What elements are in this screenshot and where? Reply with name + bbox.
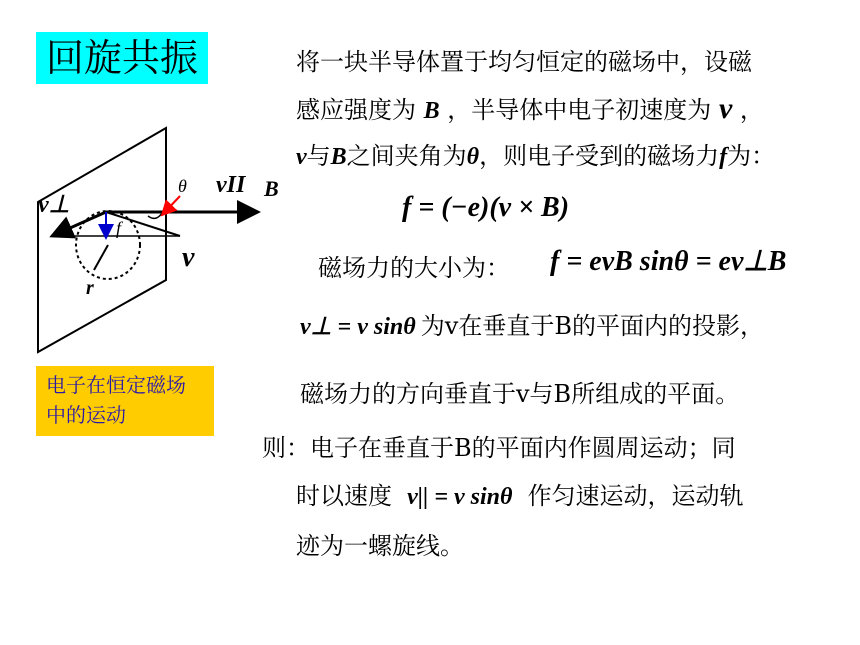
force-formula: f = (−e)(v × B) bbox=[402, 192, 570, 223]
conclusion-line3: 迹为一螺旋线。 bbox=[296, 532, 464, 560]
b-label: B bbox=[264, 176, 279, 201]
plane-shape bbox=[38, 128, 166, 352]
caption-box: 电子在恒定磁场中的运动 bbox=[36, 366, 214, 436]
intro-line1: 将一块半导体置于均匀恒定的磁场中，设磁 bbox=[296, 48, 752, 76]
v-label: v bbox=[182, 242, 195, 273]
radius-line bbox=[94, 245, 108, 270]
projection-line: v⊥ = v sinθ 为v在垂直于B的平面内的投影， bbox=[300, 312, 764, 340]
magnitude-formula: f = evB sinθ = ev⊥B bbox=[550, 246, 787, 277]
conclusion-line2: 时以速度 v|| = v sinθ 作匀速运动，运动轨 bbox=[296, 482, 744, 510]
helical-motion-diagram bbox=[30, 120, 290, 360]
theta-label: θ bbox=[178, 176, 187, 196]
conclusion-line1: 则：电子在垂直于B的平面内作圆周运动；同 bbox=[262, 434, 736, 462]
page-title: 回旋共振 bbox=[36, 32, 208, 84]
v-perp-label: v⊥ bbox=[38, 192, 70, 218]
f-label: f bbox=[116, 218, 122, 238]
v-par-label: vII bbox=[216, 172, 246, 198]
direction-text: 磁场力的方向垂直于v与B所组成的平面。 bbox=[300, 380, 740, 408]
intro-line3: v与B之间夹角为θ，则电子受到的磁场力f为： bbox=[296, 142, 776, 170]
angle-arc bbox=[148, 213, 162, 218]
magnitude-label: 磁场力的大小为： bbox=[318, 254, 510, 282]
intro-line2: 感应强度为 B ，半导体中电子初速度为 v ， bbox=[296, 92, 764, 125]
r-label: r bbox=[86, 277, 94, 299]
